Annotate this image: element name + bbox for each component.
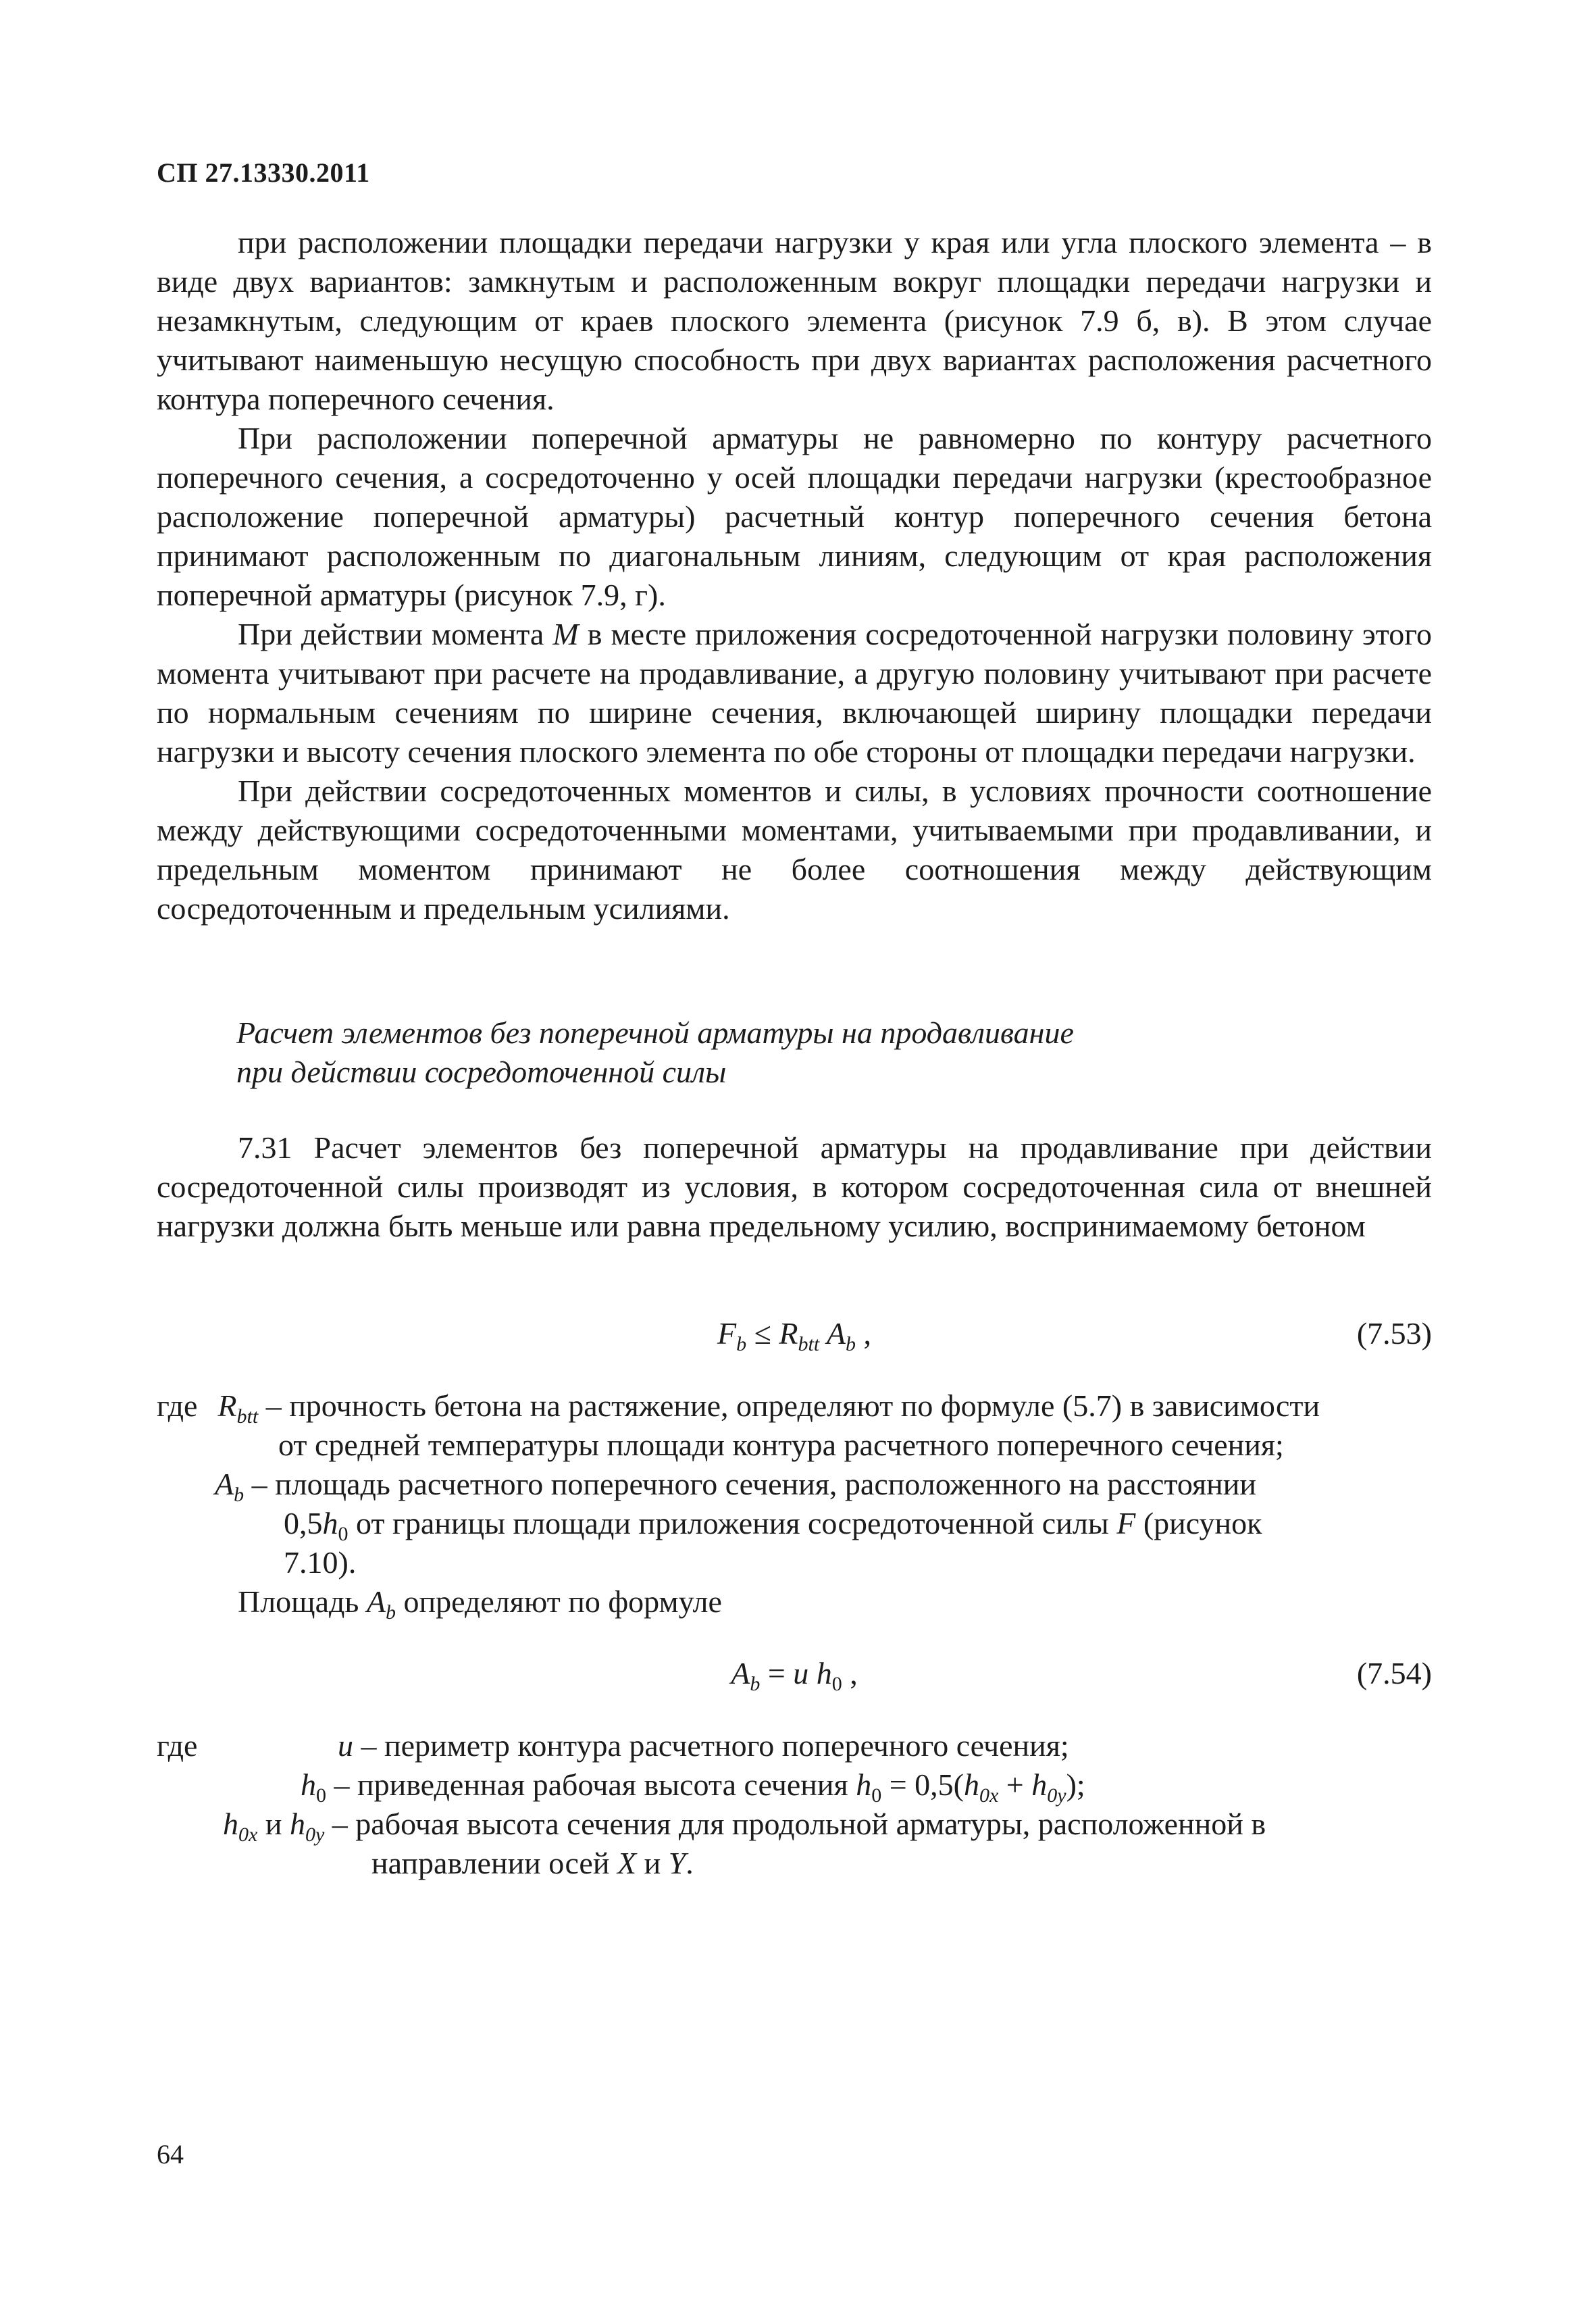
formula-expression: $F_b \le R_{btt}$ $A_b$ , [717, 1316, 871, 1355]
section-heading: Расчет элементов без поперечной арматуры на продавливание при действии сосредоточенной силы [236, 1015, 1074, 1089]
definition-ab: $A_b$ – площадь расчетного поперечного сечения, расположенного на расстоянии [215, 1467, 1257, 1506]
formula-7-53 [157, 1315, 1432, 1356]
body-text-top [157, 223, 1432, 928]
paragraph: При расположении поперечной арматуры не равномерно по контуру расчетного поперечного сечения, а сосредоточенно у осей площадки передачи нагрузки (крестообразное расположение поперечной арматуры) расчетный контур поперечного сечения бетона принимают расположенным по диагональным линиям, следующим от края расположения поперечной арматуры (рисунок 7.9, г). [157, 421, 1432, 612]
definition-u: u – периметр контура расчетного поперечного сечения; [338, 1728, 1069, 1763]
formula-7-54 [157, 1655, 1432, 1696]
formula-expression: $A_b = u$ $h_0$ , [731, 1656, 858, 1695]
definition-h0: $h_0$ – приведенная рабочая высота сечения $h_0 = 0,5(h_{0x} + h_{0y})$; [301, 1767, 1085, 1807]
paragraph: При действии момента M в месте приложения сосредоточенной нагрузки половину этого момента учитывают при расчете на продавливание, а другую половину учитывают при расчете по нормальным сечениям по ширине сечения, включающей ширину площадки передачи нагрузки и высоту сечения плоского элемента по обе стороны от площадки передачи нагрузки. [157, 617, 1432, 769]
definition-continuation: 7.10). [284, 1545, 357, 1580]
area-sentence: Площадь $A_b$ определяют по формуле [238, 1584, 722, 1624]
clause-7-31: 7.31 Расчет элементов без поперечной арматуры на продавливание при действии сосредоточенной силы производят из условия, в котором сосредоточенная сила от внешней нагрузки должна быть меньше или равна предельному усилию, воспринимаемому бетоном [157, 1130, 1432, 1243]
definition-continuation: $0,5h_0$ от границы площади приложения сосредоточенной силы F (рисунок [284, 1506, 1262, 1545]
page-number: 64 [157, 2139, 184, 2169]
where-word: где [157, 1728, 198, 1763]
definition-continuation: от средней температуры площади контура расчетного поперечного сечения; [278, 1428, 1284, 1462]
formula-number: (7.54) [1356, 1656, 1432, 1690]
where-line: где $R_{btt}$ – прочность бетона на растяжение, определяют по формуле (5.7) в зависимости [157, 1388, 1320, 1428]
formula-number: (7.53) [1356, 1316, 1432, 1351]
paragraph: при расположении площадки передачи нагрузки у края или угла плоского элемента – в виде двух вариантов: замкнутым и расположенным вокруг площадки передачи нагрузки и незамкнутым, следующим от краев плоского элемента (рисунок 7.9 б, в). В этом случае учитывают наименьшую несущую способность при двух вариантах расположения расчетного контура поперечного сечения. [157, 225, 1432, 416]
document-code-header: СП 27.13330.2011 [157, 157, 370, 188]
body-text-clause [157, 1128, 1432, 1246]
definition-continuation: направлении осей X и Y. [371, 1846, 694, 1880]
paragraph: При действии сосредоточенных моментов и силы, в условиях прочности соотношение между действующими сосредоточенными моментами, учитываемыми при продавливании, и предельным моментом принимают не более соотношения между действующим сосредоточенным и предельным усилиями. [157, 774, 1432, 926]
definition-h0x-h0y: $h_{0x}$ и $h_{0y}$ – рабочая высота сечения для продольной арматуры, расположенной в [223, 1807, 1266, 1846]
